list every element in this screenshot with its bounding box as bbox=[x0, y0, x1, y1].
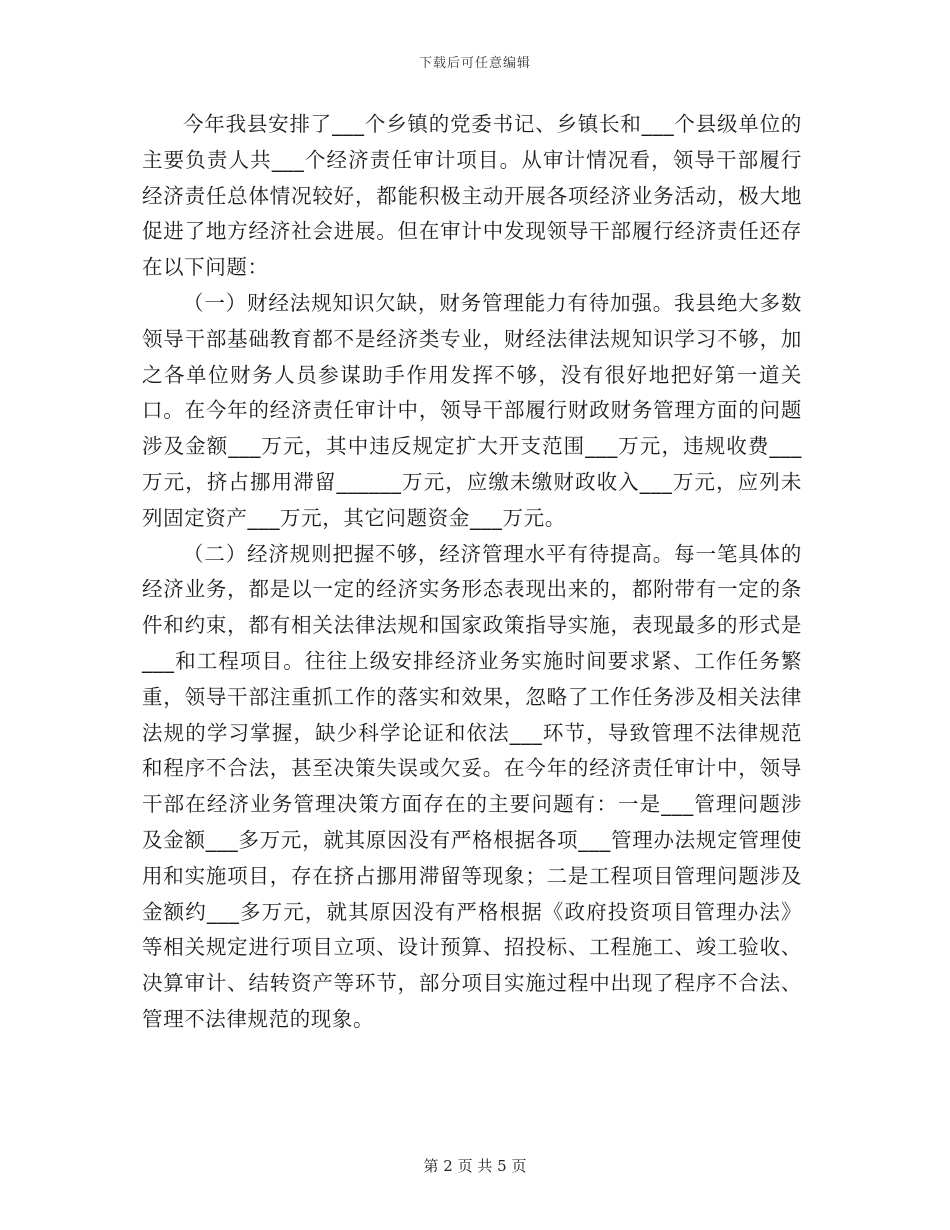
paragraph-section-2: （二）经济规则把握不够，经济管理水平有待提高。每一笔具体的经济业务，都是以一定的经济实务形态表现出来的，都附带有一定的条件和约束，都有相关法律法规和国家政策指导实施，表现最多的形式是___和工程项目。往往上级安排经济业务实施时间要求紧、工作任务繁重，领导干部注重抓工作的落实和效果，忽略了工作任务涉及相关法律法规的学习掌握，缺少科学论证和依法___环节，导致管理不法律规范和程序不合法，甚至决策失误或欠妥。在今年的经济责任审计中，领导干部在经济业务管理决策方面存在的主要问题有：一是___管理问题涉及金额___多万元，就其原因没有严格根据各项___管理办法规定管理使用和实施项目，存在挤占挪用滞留等现象；二是工程项目管理问题涉及金额约___多万元，就其原因没有严格根据《政府投资项目管理办法》等相关规定进行项目立项、设计预算、招投标、工程施工、竣工验收、决算审计、结转资产等环节，部分项目实施过程中出现了程序不合法、管理不法律规范的现象。 bbox=[142, 541, 802, 1031]
page-number: 第 2 页 共 5 页 bbox=[423, 1157, 527, 1175]
document-body bbox=[142, 107, 802, 1038]
page-header: 下载后可任意编辑 bbox=[418, 56, 531, 71]
paragraph-intro: 今年我县安排了___个乡镇的党委书记、乡镇长和___个县级单位的主要负责人共___个经济责任审计项目。从审计情况看，领导干部履行经济责任总体情况较好，都能积极主动开展各项经济业务活动，极大地促进了地方经济社会进展。但在审计中发现领导干部履行经济责任还存在以下问题： bbox=[142, 112, 802, 280]
paragraph-section-1: （一）财经法规知识欠缺，财务管理能力有待加强。我县绝大多数领导干部基础教育都不是经济类专业，财经法律法规知识学习不够，加之各单位财务人员参谋助手作用发挥不够，没有很好地把好第一道关口。在今年的经济责任审计中，领导干部履行财政财务管理方面的问题涉及金额___万元，其中违反规定扩大开支范围___万元，违规收费___万元，挤占挪用滞留______万元，应缴未缴财政收入___万元，应列未列固定资产___万元，其它问题资金___万元。 bbox=[142, 290, 802, 530]
